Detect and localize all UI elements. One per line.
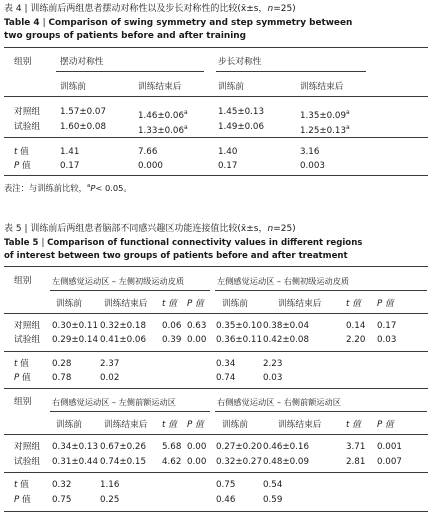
table5-s1-right-title: 左侧感觉运动区 – 右侧初级运动皮质 [217, 276, 350, 286]
table5-n-symbol: n [267, 224, 274, 234]
table-cell: 1.45±0.13 [218, 107, 264, 117]
table-cell: 0.42±0.08 [263, 335, 309, 345]
table-cell: 0.14 [346, 321, 366, 331]
table5-s1-t-b: t 值 [346, 299, 361, 309]
table5-s2-left-underline [50, 411, 210, 412]
table-cell: 0.48±0.09 [263, 457, 309, 467]
table-cell: 2.20 [346, 335, 366, 345]
table-cell: 2.81 [346, 457, 366, 467]
table5-s2-after-b: 训练结束后 [278, 420, 322, 430]
table4-header-after-1: 训练结束后 [138, 82, 182, 92]
table-cell: 0.75 [52, 495, 72, 505]
table4-body-rule [4, 137, 428, 138]
table-row-group: 对照组 [14, 107, 41, 117]
table4-stat-t: t 值 [14, 147, 29, 157]
table5-s1-right-underline [215, 290, 427, 291]
table5-s2-header-group: 组别 [14, 397, 32, 407]
table-cell: 0.38±0.04 [263, 321, 309, 331]
table-cell: 0.34±0.13 [52, 442, 98, 452]
table4-header-before-2: 训练前 [218, 82, 245, 92]
table-cell: 1.16 [100, 480, 120, 490]
table4-number-en: Table 4 [4, 18, 40, 28]
table-cell: 0.17 [60, 161, 80, 171]
table-row-group: 对照组 [14, 321, 41, 331]
table-cell: 0.001 [377, 442, 402, 452]
table5-s1-before-a: 训练前 [56, 299, 83, 309]
table-cell: 0.78 [52, 373, 72, 383]
table5-stat-format: (x̄±s， [237, 224, 268, 234]
table5-s1-left-underline [50, 290, 210, 291]
table5-s1-left-title: 左侧感觉运动区 – 左侧初级运动皮质 [52, 276, 185, 286]
table4-number: 表 4 [4, 4, 22, 14]
table-cell: 0.74±0.15 [100, 457, 146, 467]
table5-s2-after-a: 训练结束后 [104, 420, 148, 430]
table-cell: 0.34 [216, 359, 236, 369]
table4-swing-underline [56, 71, 204, 72]
table4-stat-p: P 值 [14, 161, 31, 171]
table5-bottom-rule [4, 511, 428, 512]
table-cell: 0.39 [162, 335, 182, 345]
table5-s2-header-rule [4, 434, 428, 435]
table-cell: 0.41±0.06 [100, 335, 146, 345]
table5-s1-before-b: 训练前 [222, 299, 249, 309]
table-cell: 0.00 [187, 442, 207, 452]
table4-header-step: 步长对称性 [218, 57, 262, 67]
table-cell: 0.46±0.16 [263, 442, 309, 452]
table-cell: 0.00 [187, 457, 207, 467]
table-cell: 0.003 [300, 161, 325, 171]
table5-s1-t-a: t 值 [162, 299, 177, 309]
caption-separator: | [24, 4, 31, 14]
table5-caption-cn [4, 224, 296, 235]
table5-s1-stat-p: P 值 [14, 373, 31, 383]
table5-s2-right-underline [215, 411, 427, 412]
table-cell: 0.25 [100, 495, 120, 505]
table-cell: 0.74 [216, 373, 236, 383]
table5-number: 表 5 [4, 224, 22, 234]
table5-s2-right-title: 右侧感觉运动区 – 右侧前额运动区 [217, 397, 341, 407]
table4-header-group: 组别 [14, 57, 32, 67]
table5-s1-p-a: P 值 [187, 299, 204, 309]
table-cell: 0.31±0.44 [52, 457, 98, 467]
table-cell: 0.27±0.20 [216, 442, 262, 452]
table5-s2-before-b: 训练前 [222, 420, 249, 430]
table-cell: 1.49±0.06 [218, 122, 264, 132]
table-cell: 0.59 [263, 495, 283, 505]
table5-s1-after-a: 训练结束后 [104, 299, 148, 309]
table-cell: 0.54 [263, 480, 283, 490]
table-cell: 1.46±0.06$^a$ [138, 109, 188, 121]
table-cell: 0.06 [162, 321, 182, 331]
caption-separator: | [24, 224, 31, 234]
table-cell: 0.35±0.10 [216, 321, 262, 331]
table-cell: 0.32±0.18 [100, 321, 146, 331]
caption-separator: | [41, 238, 48, 248]
table4-n-symbol: n [267, 4, 274, 14]
table5-s2-stat-t: t 值 [14, 480, 29, 490]
table4-stat-format: (x̄±s， [237, 4, 268, 14]
table5-s2-t-b: t 值 [346, 420, 361, 430]
table4-step-underline [216, 71, 366, 72]
table-cell: 0.00 [187, 335, 207, 345]
table4-header-swing: 摆动对称性 [60, 57, 104, 67]
table-cell: 3.16 [300, 147, 320, 157]
table4-header-before-1: 训练前 [60, 82, 87, 92]
table4-title-en-1: Comparison of swing symmetry and step symmetry between [48, 18, 353, 28]
table-cell: 0.46 [216, 495, 236, 505]
table5-s2-body-rule [4, 472, 428, 473]
table-cell: 1.33±0.06$^a$ [138, 124, 188, 136]
table-cell: 0.03 [377, 335, 397, 345]
table-cell: 3.71 [346, 442, 366, 452]
table-cell: 1.25±0.13$^a$ [300, 124, 350, 136]
table5-title-en-1: Comparison of functional connectivity values in different regions [47, 238, 363, 248]
table-cell: 0.28 [52, 359, 72, 369]
table5-s1-stat-t: t 值 [14, 359, 29, 369]
table-cell: 7.66 [138, 147, 158, 157]
table-cell: 0.02 [100, 373, 120, 383]
table-cell: 0.75 [216, 480, 236, 490]
table5-s2-before-a: 训练前 [56, 420, 83, 430]
table-cell: 5.68 [162, 442, 182, 452]
table4-caption-en-line1 [4, 18, 352, 29]
table-cell: 0.67±0.26 [100, 442, 146, 452]
table4-note: 表注：与训练前比较，$^a$P< 0.05。 [4, 182, 132, 193]
table-cell: 1.40 [218, 147, 238, 157]
table-cell: 0.17 [377, 321, 397, 331]
table-cell: 1.60±0.08 [60, 122, 106, 132]
table-cell: 0.03 [263, 373, 283, 383]
table4-bottom-rule [4, 175, 428, 176]
table5-s2-stat-p: P 值 [14, 495, 31, 505]
table5-s1-body-rule [4, 351, 428, 352]
table-cell: 0.36±0.11 [216, 335, 262, 345]
table5-s2-p-b: P 值 [377, 420, 394, 430]
table4-title-en-2: two groups of patients before and after training [4, 31, 246, 41]
table-cell: 0.32±0.27 [216, 457, 262, 467]
table-cell: 2.23 [263, 359, 283, 369]
table-cell: 1.35±0.09$^a$ [300, 109, 350, 121]
table5-section-divider [4, 388, 428, 389]
table-cell: 4.62 [162, 457, 182, 467]
table-cell: 0.29±0.14 [52, 335, 98, 345]
table-cell: 2.37 [100, 359, 120, 369]
table5-s2-t-a: t 值 [162, 420, 177, 430]
table-row-group: 试验组 [14, 457, 41, 467]
table-cell: 1.57±0.07 [60, 107, 106, 117]
table-cell: 1.41 [60, 147, 80, 157]
table-cell: 0.30±0.11 [52, 321, 98, 331]
caption-separator: | [42, 18, 49, 28]
table-cell: 0.000 [138, 161, 163, 171]
table5-n-value: =25) [273, 224, 296, 234]
table4-top-rule [4, 47, 428, 48]
table5-title-cn: 训练前后两组患者脑部不同感兴趣区功能连接值比较 [30, 224, 238, 234]
table5-s1-header-rule [4, 313, 428, 314]
table5-s1-after-b: 训练结束后 [278, 299, 322, 309]
table5-s2-left-title: 右侧感觉运动区 – 左侧前额运动区 [52, 397, 176, 407]
table4-caption-cn [4, 4, 296, 15]
table5-top-rule [4, 266, 428, 267]
table4-n-value: =25) [273, 4, 296, 14]
table4-title-cn: 训练前后两组患者摆动对称性以及步长对称性的比较 [30, 4, 238, 14]
table-cell: 0.32 [52, 480, 72, 490]
table-row-group: 对照组 [14, 442, 41, 452]
table-row-group: 试验组 [14, 335, 41, 345]
table-row-group: 试验组 [14, 122, 41, 132]
table5-s2-p-a: P 值 [187, 420, 204, 430]
table5-s1-p-b: P 值 [377, 299, 394, 309]
table5-caption-en-line1 [4, 238, 362, 249]
table-cell: 0.007 [377, 457, 402, 467]
table5-title-en-2: of interest between two groups of patients before and after treatment [4, 251, 348, 261]
table4-header-after-2: 训练结束后 [300, 82, 344, 92]
table4-header-rule [4, 96, 428, 97]
table-cell: 0.17 [218, 161, 238, 171]
table5-number-en: Table 5 [4, 238, 39, 248]
table-cell: 0.63 [187, 321, 207, 331]
table5-header-group: 组别 [14, 276, 32, 286]
